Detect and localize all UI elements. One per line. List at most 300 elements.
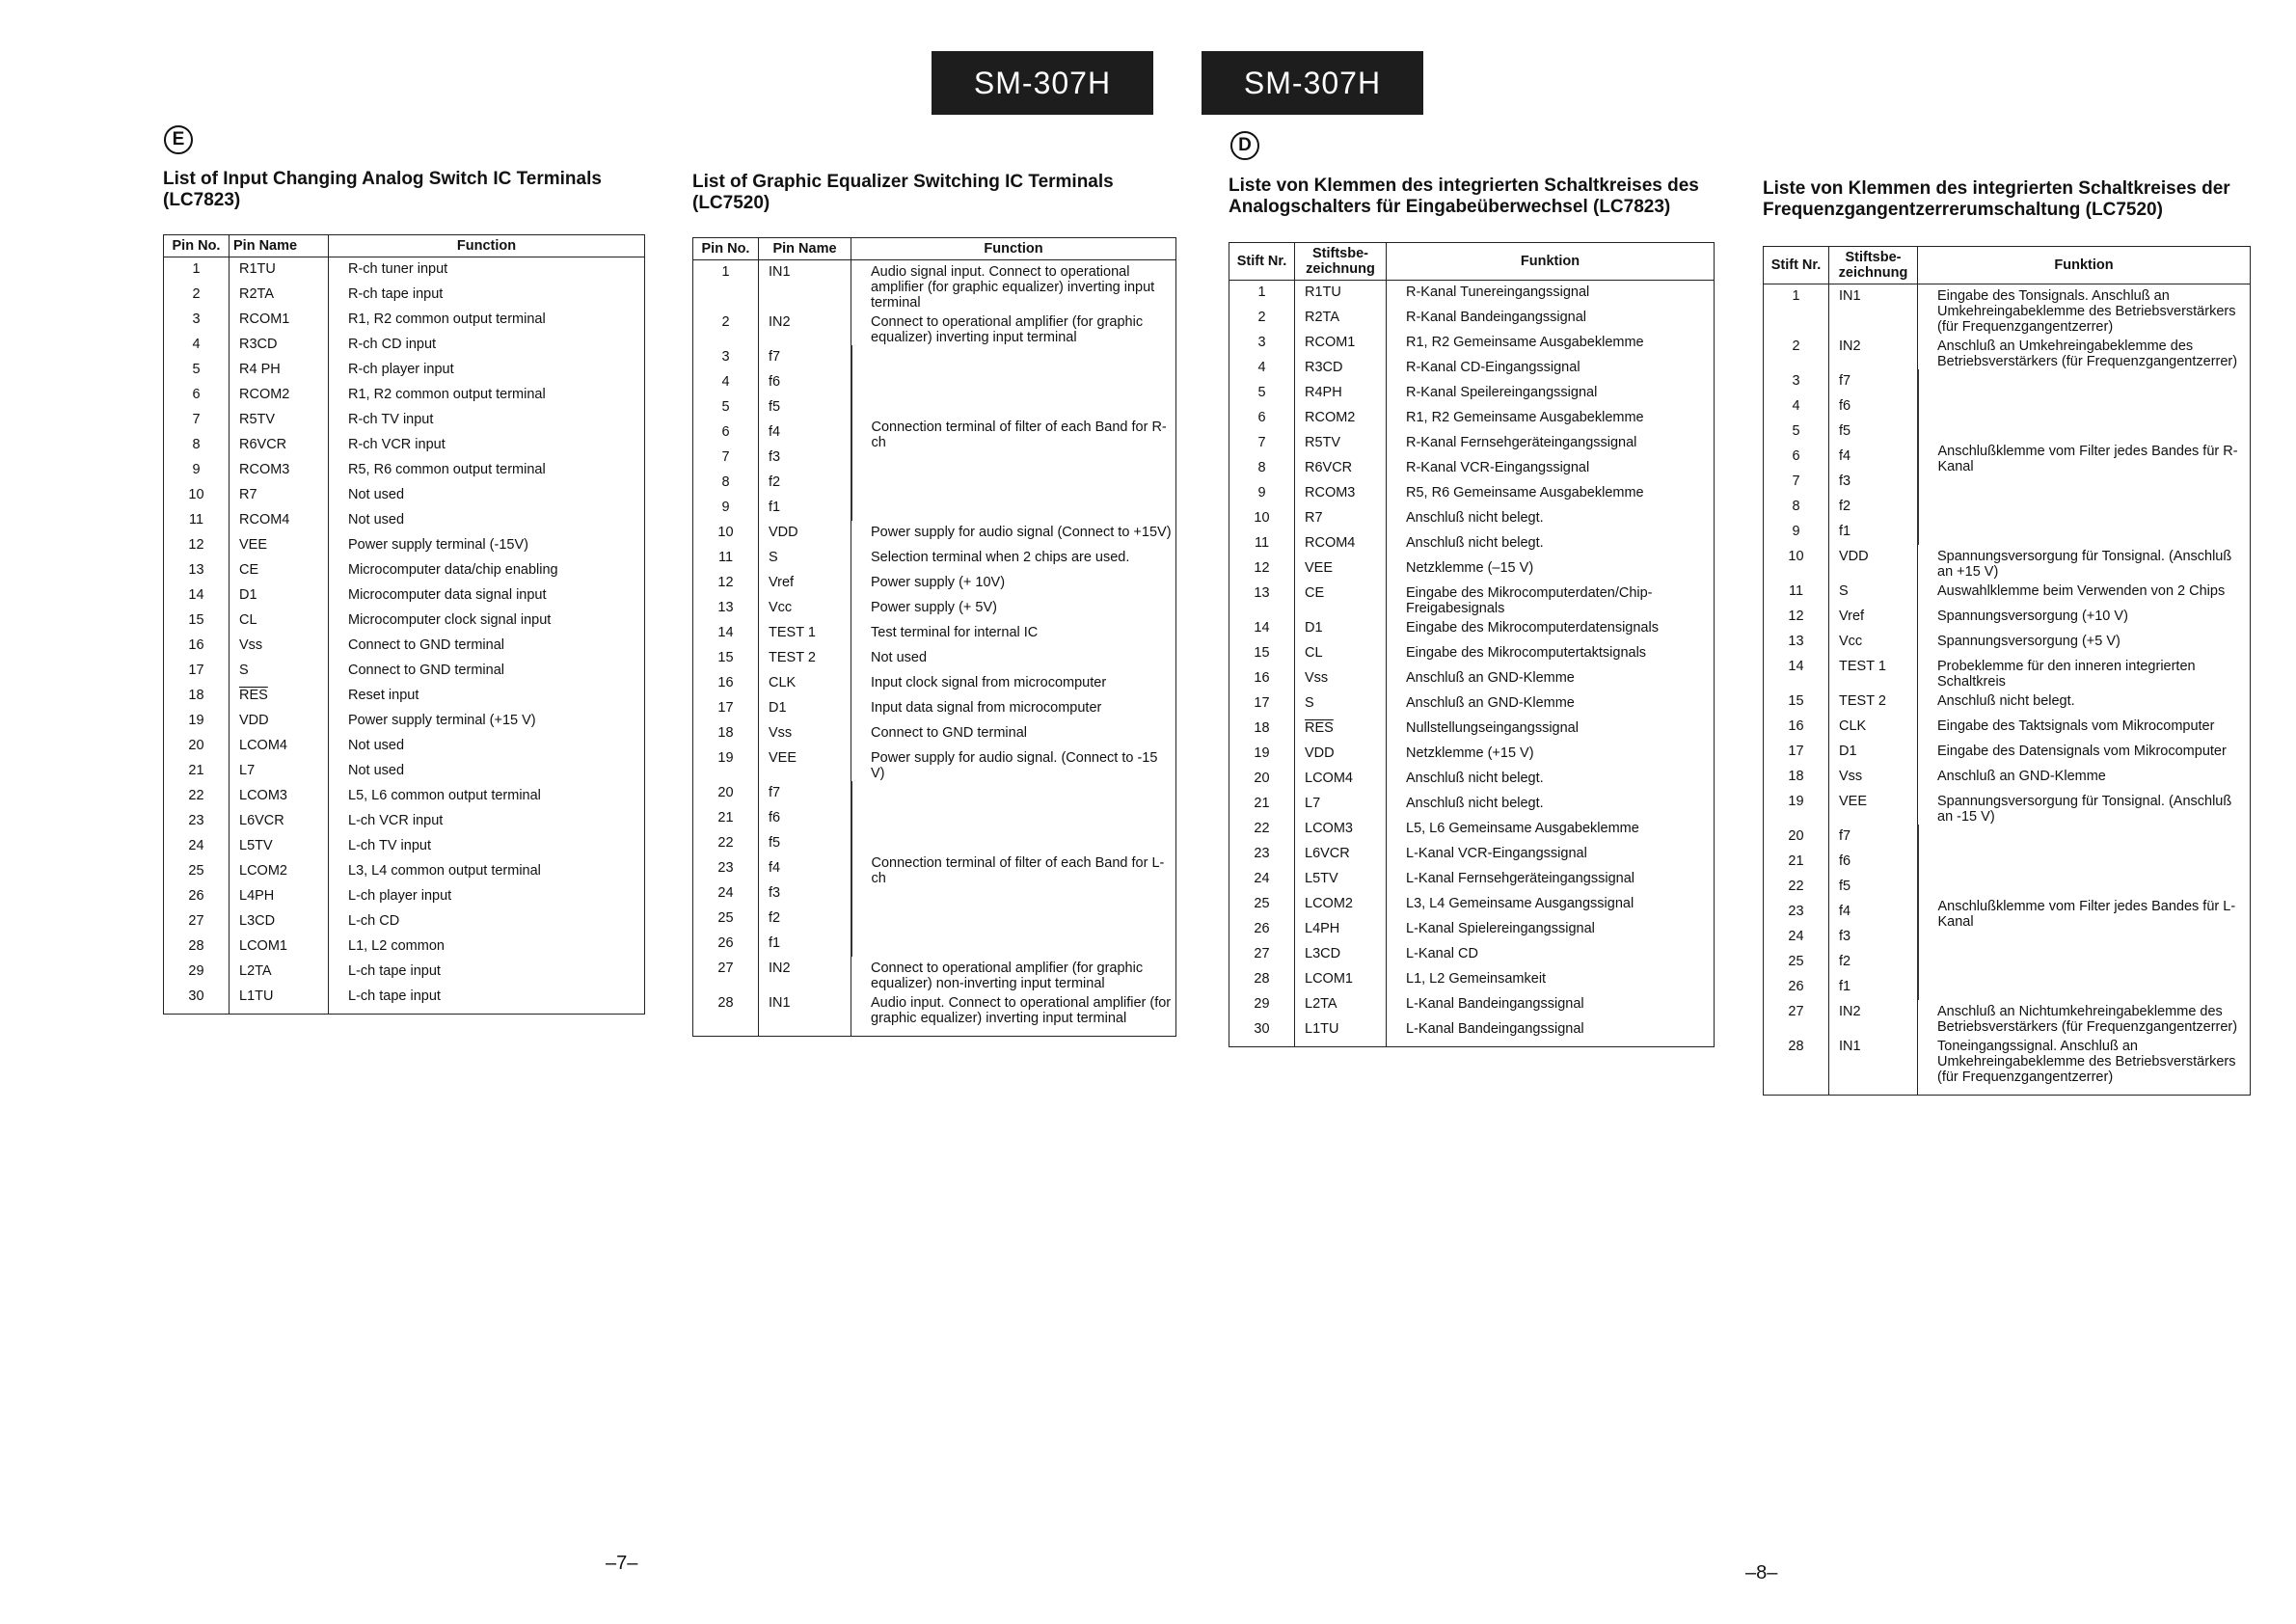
pin-function: L1, L2 Gemeinsamkeit (1406, 970, 1547, 987)
pin-name: R3CD (1295, 356, 1387, 381)
table-row (164, 909, 645, 934)
pin-function: Anschlußklemme vom Filter jedes Bandes für R-Kanal (1918, 369, 2251, 545)
pin-function: Netzklemme (+15 V) (1406, 744, 1534, 761)
pin-number: 17 (1229, 691, 1295, 717)
pin-name: R1TU (230, 257, 329, 283)
pin-name: IN2 (759, 957, 851, 991)
table-row (164, 734, 645, 759)
pin-function: Anschluß nicht belegt. (1937, 693, 2075, 709)
pin-number: 23 (1764, 900, 1829, 925)
table-row (164, 985, 645, 1015)
table-row (1229, 506, 1715, 531)
pin-function: R-ch TV input (348, 411, 434, 427)
pin-name: VEE (230, 533, 329, 558)
pin-number: 3 (693, 345, 759, 370)
pin-function: Microcomputer data signal input (348, 586, 547, 603)
pin-name: R2TA (1295, 306, 1387, 331)
pin-name: f2 (1829, 950, 1918, 975)
pin-name: LCOM1 (1295, 967, 1387, 992)
pin-name: VDD (759, 521, 851, 546)
pin-function: Connect to operational amplifier (for graphic equalizer) inverting input terminal (871, 314, 1144, 345)
pin-number: 6 (164, 383, 230, 408)
pin-function: Anschluß nicht belegt. (1406, 509, 1544, 526)
pin-name: Vcc (1829, 630, 1918, 655)
pin-number: 7 (164, 408, 230, 433)
table-row (1229, 942, 1715, 967)
pin-number: 9 (693, 496, 759, 521)
pin-name: f7 (1829, 825, 1918, 850)
pin-function: R1, R2 Gemeinsame Ausgabeklemme (1406, 409, 1644, 425)
page-number-left: –7– (606, 1553, 638, 1574)
pin-function: Connection terminal of filter of each Band for L-ch (851, 781, 1176, 957)
pin-name: L4PH (230, 884, 329, 909)
pin-name: R7 (1295, 506, 1387, 531)
pin-name: f3 (1829, 925, 1918, 950)
pin-function: Eingabe des Mikrocomputerdatensignals (1406, 619, 1659, 636)
table-row (164, 383, 645, 408)
pin-number: 11 (164, 508, 230, 533)
pin-name: L6VCR (230, 809, 329, 834)
pin-number: 26 (1229, 917, 1295, 942)
table-row (164, 558, 645, 583)
pin-number: 24 (1764, 925, 1829, 950)
table-row (1229, 616, 1715, 641)
pin-number: 4 (693, 370, 759, 395)
pin-name: Vss (230, 634, 329, 659)
pin-function: R-ch tape input (348, 285, 444, 302)
table-row (1764, 740, 2251, 765)
pin-number: 20 (164, 734, 230, 759)
table-row (1764, 765, 2251, 790)
pin-function: Reset input (348, 687, 419, 703)
table-title: Liste von Klemmen des integrierten Schaltkreises der Frequenzgangentzerrerumschaltung (LC7520) (1763, 178, 2230, 220)
table-row (1229, 742, 1715, 767)
lc7520-terminals-table (692, 237, 1176, 1037)
pin-name: L5TV (230, 834, 329, 859)
table-row (1229, 641, 1715, 666)
pin-function: R-ch CD input (348, 336, 437, 352)
pin-number: 9 (1764, 520, 1829, 545)
pin-function: Eingabe des Datensignals vom Mikrocomputer (1937, 744, 2227, 759)
table-row (1229, 691, 1715, 717)
pin-name: LCOM2 (230, 859, 329, 884)
pin-number: 10 (1764, 545, 1829, 580)
pin-name: f7 (759, 345, 851, 370)
pin-number: 13 (164, 558, 230, 583)
pin-function: L5, L6 common output terminal (348, 787, 541, 803)
pin-number: 30 (1229, 1017, 1295, 1047)
pin-number: 7 (1764, 470, 1829, 495)
table-row (693, 696, 1176, 721)
pin-name: L3CD (230, 909, 329, 934)
column-header: Funktion (1918, 247, 2251, 284)
pin-number: 22 (164, 784, 230, 809)
pin-function: R-Kanal Tunereingangssignal (1406, 284, 1590, 300)
table-row (164, 609, 645, 634)
pin-number: 19 (1764, 790, 1829, 825)
pin-name: VEE (759, 746, 851, 781)
pin-name: f4 (1829, 445, 1918, 470)
pin-function: L-ch TV input (348, 837, 431, 853)
table-row (164, 333, 645, 358)
table-row (1229, 406, 1715, 431)
pin-name: VDD (230, 709, 329, 734)
pin-name: $\overline{RES}$ (230, 684, 329, 709)
pin-number: 2 (1764, 335, 1829, 369)
pin-number: 17 (164, 659, 230, 684)
table-row (693, 621, 1176, 646)
pin-function: Eingabe des Tonsignals. Anschluß an Umkehreingabeklemme des Betriebsverstärkers (für Frequenzgangentzerrer) (1937, 288, 2236, 335)
pin-number: 25 (1764, 950, 1829, 975)
pin-function: Connect to GND terminal (871, 725, 1027, 741)
table-row (693, 746, 1176, 781)
table-row (1229, 281, 1715, 306)
pin-number: 14 (1229, 616, 1295, 641)
pin-function: R-Kanal CD-Eingangssignal (1406, 359, 1580, 375)
pin-name: RCOM4 (230, 508, 329, 533)
pin-name: LCOM2 (1295, 892, 1387, 917)
column-header: Function (329, 235, 645, 257)
pin-function: Connect to operational amplifier (for graphic equalizer) non-inverting input terminal (871, 961, 1144, 991)
pin-function: R-ch VCR input (348, 436, 446, 452)
pin-name: f7 (759, 781, 851, 806)
pin-name: S (1829, 580, 1918, 605)
column-header: Stift Nr. (1764, 247, 1829, 284)
table-row (1229, 867, 1715, 892)
pin-name: D1 (1829, 740, 1918, 765)
pin-name: f1 (1829, 520, 1918, 545)
pin-function: L3, L4 common output terminal (348, 862, 541, 879)
pin-number: 2 (1229, 306, 1295, 331)
table-row (1764, 335, 2251, 369)
pin-name: VDD (1295, 742, 1387, 767)
table-row (164, 859, 645, 884)
pin-number: 26 (693, 932, 759, 957)
pin-name: VEE (1829, 790, 1918, 825)
pin-function: L-ch tape input (348, 988, 441, 1004)
model-banner-right: SM-307H (1202, 51, 1423, 115)
pin-function: Spannungsversorgung (+10 V) (1937, 609, 2128, 624)
table-row (164, 433, 645, 458)
table-row (693, 345, 1176, 370)
table-row (1229, 917, 1715, 942)
pin-name: f4 (759, 420, 851, 446)
pin-number: 15 (693, 646, 759, 671)
pin-number: 9 (1229, 481, 1295, 506)
pin-name: CE (1295, 582, 1387, 616)
pin-name: LCOM1 (230, 934, 329, 960)
table-row (693, 957, 1176, 991)
table-row (164, 634, 645, 659)
pin-name: RCOM1 (1295, 331, 1387, 356)
pin-function: Connect to GND terminal (348, 636, 504, 653)
table-row (1229, 967, 1715, 992)
pin-function: Microcomputer data/chip enabling (348, 561, 558, 578)
table-row (693, 671, 1176, 696)
pin-number: 3 (1764, 369, 1829, 394)
pin-function: Input clock signal from microcomputer (871, 675, 1107, 690)
pin-function: Power supply (+ 5V) (871, 600, 997, 615)
pin-number: 27 (1229, 942, 1295, 967)
pin-number: 15 (1764, 690, 1829, 715)
pin-number: 17 (1764, 740, 1829, 765)
pin-function: Anschluß an GND-Klemme (1937, 769, 2106, 784)
pin-number: 27 (1764, 1000, 1829, 1035)
table-row (693, 521, 1176, 546)
pin-number: 10 (1229, 506, 1295, 531)
pin-name: R6VCR (1295, 456, 1387, 481)
table-row (1764, 1000, 2251, 1035)
pin-name: LCOM3 (1295, 817, 1387, 842)
pin-name: R4 PH (230, 358, 329, 383)
pin-name: VDD (1829, 545, 1918, 580)
pin-number: 22 (1764, 875, 1829, 900)
pin-function: Eingabe des Mikrocomputertaktsignals (1406, 644, 1647, 661)
pin-function: L-ch CD (348, 912, 400, 929)
pin-name: TEST 1 (1829, 655, 1918, 690)
column-header: Pin No. (164, 235, 230, 257)
pin-name: R1TU (1295, 281, 1387, 306)
pin-number: 24 (1229, 867, 1295, 892)
pin-name: f5 (759, 831, 851, 856)
pin-function: R-ch player input (348, 361, 454, 377)
pin-number: 8 (693, 471, 759, 496)
pin-number: 18 (164, 684, 230, 709)
pin-function: L-ch player input (348, 887, 452, 904)
pin-name: f2 (759, 907, 851, 932)
pin-function: Netzklemme (–15 V) (1406, 559, 1534, 576)
table-row (1229, 717, 1715, 742)
pin-name: L1TU (230, 985, 329, 1015)
table-row (693, 571, 1176, 596)
pin-name: f6 (1829, 394, 1918, 420)
pin-name: IN2 (759, 311, 851, 345)
pin-function: Anschluß nicht belegt. (1406, 534, 1544, 551)
pin-name: IN1 (1829, 1035, 1918, 1096)
pin-number: 1 (1229, 281, 1295, 306)
table-row (1764, 369, 2251, 394)
pin-number: 12 (164, 533, 230, 558)
column-header: Pin Name (759, 238, 851, 260)
table-row (1229, 1017, 1715, 1047)
table-row (164, 583, 645, 609)
table-row (1764, 545, 2251, 580)
table-row (1229, 531, 1715, 556)
pin-name: L1TU (1295, 1017, 1387, 1047)
pin-number: 29 (164, 960, 230, 985)
table-row (1764, 790, 2251, 825)
pin-name: f4 (1829, 900, 1918, 925)
pin-function: Spannungsversorgung für Tonsignal. (Anschluß an -15 V) (1937, 794, 2232, 825)
table-row (164, 483, 645, 508)
pin-function: R-Kanal Speilereingangssignal (1406, 384, 1598, 400)
table-row (1229, 666, 1715, 691)
model-banner-left: SM-307H (932, 51, 1153, 115)
pin-name: f1 (759, 496, 851, 521)
pin-name: f4 (759, 856, 851, 881)
pin-number: 3 (164, 308, 230, 333)
table-row (1229, 456, 1715, 481)
table-row (1229, 331, 1715, 356)
pin-function: Power supply terminal (+15 V) (348, 712, 536, 728)
pin-number: 29 (1229, 992, 1295, 1017)
pin-name: RCOM1 (230, 308, 329, 333)
pin-function: Anschluß an Umkehreingabeklemme des Betriebsverstärkers (für Frequenzgangentzerrer) (1937, 338, 2238, 369)
pin-function: Audio signal input. Connect to operational amplifier (for graphic equalizer) inverting input terminal (871, 264, 1155, 311)
pin-number: 14 (164, 583, 230, 609)
pin-name: L2TA (230, 960, 329, 985)
pin-name: Vss (1829, 765, 1918, 790)
pin-number: 23 (693, 856, 759, 881)
pin-number: 16 (1229, 666, 1295, 691)
pin-name: RCOM4 (1295, 531, 1387, 556)
pin-name: L2TA (1295, 992, 1387, 1017)
pin-function: L-Kanal Fernsehgeräteingangssignal (1406, 870, 1634, 886)
pin-name: L6VCR (1295, 842, 1387, 867)
pin-name: LCOM4 (1295, 767, 1387, 792)
pin-name: $\overline{RES}$ (1295, 717, 1387, 742)
pin-number: 7 (1229, 431, 1295, 456)
german-section-mark: D (1230, 131, 1259, 160)
pin-function: Not used (348, 762, 405, 778)
table-row (1764, 284, 2251, 336)
pin-function: Anschluß nicht belegt. (1406, 770, 1544, 786)
pin-function: L-Kanal VCR-Eingangssignal (1406, 845, 1587, 861)
pin-function: Microcomputer clock signal input (348, 611, 552, 628)
pin-name: S (1295, 691, 1387, 717)
pin-name: L4PH (1295, 917, 1387, 942)
pin-function: R1, R2 Gemeinsame Ausgabeklemme (1406, 334, 1644, 350)
pin-name: f5 (1829, 420, 1918, 445)
pin-name: RCOM3 (230, 458, 329, 483)
pin-function: Probeklemme für den inneren integrierten Schaltkreis (1937, 659, 2196, 690)
pin-name: f3 (759, 446, 851, 471)
pin-number: 15 (164, 609, 230, 634)
pin-name: VEE (1295, 556, 1387, 582)
column-header: Stiftsbe-zeichnung (1829, 247, 1918, 284)
pin-name: f2 (1829, 495, 1918, 520)
pin-number: 6 (693, 420, 759, 446)
pin-name: R5TV (230, 408, 329, 433)
table-row (164, 257, 645, 283)
pin-number: 5 (693, 395, 759, 420)
pin-number: 28 (164, 934, 230, 960)
pin-name: R2TA (230, 283, 329, 308)
pin-function: R1, R2 common output terminal (348, 311, 546, 327)
pin-name: S (230, 659, 329, 684)
pin-number: 1 (693, 260, 759, 311)
pin-function: Auswahlklemme beim Verwenden von 2 Chips (1937, 583, 2226, 599)
pin-name: IN1 (1829, 284, 1918, 336)
pin-function: Connection terminal of filter of each Band for R-ch (851, 345, 1176, 521)
table-row (693, 991, 1176, 1037)
pin-function: Anschluß an GND-Klemme (1406, 669, 1575, 686)
pin-function: Power supply (+ 10V) (871, 575, 1006, 590)
column-header: Stift Nr. (1229, 243, 1295, 281)
pin-number: 8 (164, 433, 230, 458)
pin-number: 4 (1229, 356, 1295, 381)
pin-function: Connect to GND terminal (348, 662, 504, 678)
pin-number: 25 (693, 907, 759, 932)
pin-name: L7 (1295, 792, 1387, 817)
table-row (1229, 431, 1715, 456)
pin-number: 25 (164, 859, 230, 884)
pin-function: Nullstellungseingangssignal (1406, 719, 1579, 736)
pin-number: 16 (1764, 715, 1829, 740)
pin-name: f2 (759, 471, 851, 496)
pin-function: L-ch tape input (348, 962, 441, 979)
pin-number: 21 (1764, 850, 1829, 875)
pin-number: 20 (693, 781, 759, 806)
pin-number: 20 (1764, 825, 1829, 850)
table-row (1229, 356, 1715, 381)
pin-number: 19 (693, 746, 759, 781)
pin-name: f6 (759, 806, 851, 831)
pin-name: TEST 2 (759, 646, 851, 671)
pin-name: f3 (1829, 470, 1918, 495)
pin-number: 14 (1764, 655, 1829, 690)
pin-number: 5 (164, 358, 230, 383)
pin-number: 18 (1764, 765, 1829, 790)
table-row (1229, 817, 1715, 842)
lc7823-klemmen-table (1229, 242, 1715, 1047)
table-row (1764, 690, 2251, 715)
pin-function: Power supply terminal (-15V) (348, 536, 528, 553)
pin-name: f6 (1829, 850, 1918, 875)
pin-name: Vref (1829, 605, 1918, 630)
pin-number: 1 (1764, 284, 1829, 336)
pin-function: Spannungsversorgung (+5 V) (1937, 634, 2120, 649)
pin-number: 15 (1229, 641, 1295, 666)
pin-number: 28 (1764, 1035, 1829, 1096)
table-row (1764, 1035, 2251, 1096)
pin-number: 4 (164, 333, 230, 358)
pin-number: 27 (164, 909, 230, 934)
pin-name: Vcc (759, 596, 851, 621)
table-row (164, 659, 645, 684)
pin-number: 18 (693, 721, 759, 746)
table-row (164, 508, 645, 533)
pin-number: 12 (1764, 605, 1829, 630)
table-row (1764, 655, 2251, 690)
pin-function: L-ch VCR input (348, 812, 444, 828)
pin-name: f5 (759, 395, 851, 420)
column-header: Stiftsbe-zeichnung (1295, 243, 1387, 281)
pin-number: 2 (693, 311, 759, 345)
pin-number: 9 (164, 458, 230, 483)
table-row (1229, 842, 1715, 867)
pin-name: R7 (230, 483, 329, 508)
pin-name: R5TV (1295, 431, 1387, 456)
pin-name: L3CD (1295, 942, 1387, 967)
pin-name: S (759, 546, 851, 571)
table-row (164, 784, 645, 809)
pin-function: R5, R6 Gemeinsame Ausgabeklemme (1406, 484, 1644, 501)
table-row (164, 408, 645, 433)
table-row (164, 684, 645, 709)
pin-number: 4 (1764, 394, 1829, 420)
pin-name: f7 (1829, 369, 1918, 394)
pin-number: 5 (1229, 381, 1295, 406)
table-row (1764, 825, 2251, 850)
pin-function: Input data signal from microcomputer (871, 700, 1102, 716)
pin-number: 6 (1229, 406, 1295, 431)
table-row (1229, 556, 1715, 582)
pin-name: IN2 (1829, 335, 1918, 369)
pin-name: TEST 2 (1829, 690, 1918, 715)
table-row (1764, 580, 2251, 605)
table-row (693, 646, 1176, 671)
